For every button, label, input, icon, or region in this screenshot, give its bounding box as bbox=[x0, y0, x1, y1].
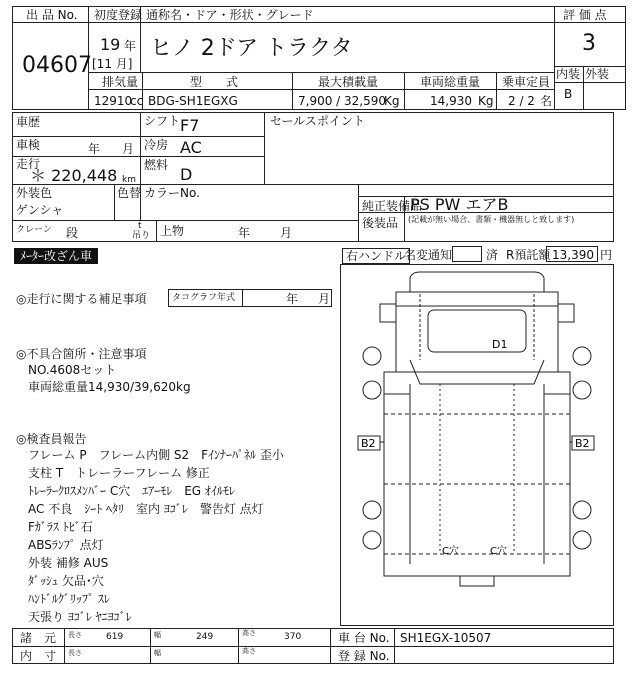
inspector-line: ﾀﾞｯｼｭ 欠品･穴 bbox=[28, 574, 104, 588]
meter-tamper-badge: ﾒｰﾀｰ改ざん車 bbox=[14, 248, 98, 264]
tachograph-year-unit: 年 bbox=[286, 292, 299, 306]
ext-color: ゲンシャ bbox=[16, 203, 64, 217]
mileage-unit: km bbox=[122, 175, 136, 185]
max-load-unit: Kg bbox=[384, 94, 400, 108]
capacity-label: 乗車定員 bbox=[502, 75, 551, 89]
inspection-month-unit: 月 bbox=[122, 142, 135, 156]
height-label: 高さ bbox=[242, 629, 256, 637]
displacement-unit: cc bbox=[130, 94, 144, 108]
capacity: 2 / 2 bbox=[508, 94, 535, 108]
overall-grade: 3 bbox=[582, 31, 596, 56]
color-change-label: 色替 bbox=[117, 186, 142, 200]
inspection-year-unit: 年 bbox=[88, 142, 101, 156]
crane-label: クレーン bbox=[16, 225, 52, 235]
mark-c-hole: C穴 bbox=[490, 546, 507, 557]
inspector-line: ﾊﾝﾄﾞﾙｸﾞﾘｯﾌﾟ ｽﾚ bbox=[28, 592, 110, 606]
first-reg-label: 初度登録 bbox=[94, 8, 143, 22]
car-name: ヒノ 2ドア トラクタ bbox=[150, 36, 353, 61]
lot-number: 04607 bbox=[22, 53, 92, 78]
shift: F7 bbox=[180, 116, 200, 135]
lot-label: 出 品 No. bbox=[26, 8, 78, 22]
tachograph-month-unit: 月 bbox=[318, 292, 331, 306]
defect-line: NO.4608セット bbox=[28, 363, 117, 377]
inspector-line: ABSﾗﾝﾌﾟ 点灯 bbox=[28, 538, 104, 552]
interior-length-label: 長さ bbox=[68, 649, 82, 657]
color-code-label: カラーNo. bbox=[144, 186, 200, 200]
inspection-label: 車検 bbox=[16, 138, 41, 152]
gross-weight-unit: Kg bbox=[478, 94, 494, 108]
reg-year-unit: 年 bbox=[124, 39, 137, 53]
mark-b2-left: B2 bbox=[361, 437, 376, 450]
shift-label: シフト bbox=[144, 114, 181, 128]
inspector-line: 天張り ﾖｺﾞﾚ ﾔﾆﾖｺﾞﾚ bbox=[28, 610, 132, 624]
yen-unit: 円 bbox=[600, 248, 613, 262]
inspector-line: 外装 補修 AUS bbox=[28, 556, 109, 570]
car-name-label: 通称名・ドア・形状・グレード bbox=[146, 8, 314, 22]
defects-label: ◎不具合箇所・注意事項 bbox=[16, 347, 147, 361]
displacement: 12910 bbox=[94, 94, 133, 108]
name-change-box bbox=[452, 246, 482, 262]
inspector-line: フレーム P フレーム内側 S2 Fｲﾝﾅｰﾊﾟﾈﾙ 歪小 bbox=[28, 448, 284, 462]
fuel-value: D bbox=[180, 165, 193, 184]
interior-height-label: 高さ bbox=[242, 647, 256, 655]
registration-label: 登 録 No. bbox=[338, 649, 390, 663]
right-hand-badge: 右ハンドル bbox=[342, 248, 410, 264]
displacement-label: 排気量 bbox=[102, 75, 139, 89]
length: 619 bbox=[106, 632, 124, 642]
recycle-fee-label: R預託額 bbox=[506, 248, 551, 262]
dims-label: 諸 元 bbox=[20, 631, 57, 645]
inspector-line: AC 不良 ｼｰﾄ ﾍﾀﾘ 室内 ﾖｺﾞﾚ 警告灯 点灯 bbox=[28, 502, 264, 516]
reg-month: [11 月] bbox=[92, 57, 133, 71]
exterior-label: 外装 bbox=[585, 67, 610, 81]
gross-weight-label: 車両総重量 bbox=[420, 75, 481, 89]
mileage-label: 走行 bbox=[16, 157, 41, 171]
vehicle-diagram bbox=[340, 264, 614, 626]
crane-step: 段 bbox=[66, 226, 79, 240]
ext-color-label: 外装色 bbox=[16, 186, 53, 200]
equipment-label: 純正装備品 bbox=[362, 199, 423, 213]
crane-hang: 吊り bbox=[132, 231, 151, 241]
history-label: 車歴 bbox=[16, 115, 41, 129]
mileage: ＊ 220,448 bbox=[30, 166, 118, 185]
equipment: PS PW エアB bbox=[410, 195, 509, 214]
interior-dims-label: 内 寸 bbox=[20, 649, 57, 663]
gross-weight: 14,930 bbox=[430, 94, 472, 108]
lift-year-unit: 年 bbox=[238, 226, 251, 240]
inspector-line: 支柱 T トレーラーフレーム 修正 bbox=[28, 466, 210, 480]
interior-width-label: 幅 bbox=[154, 649, 161, 657]
width-label: 幅 bbox=[154, 631, 161, 639]
fuel-label: 燃料 bbox=[144, 158, 169, 172]
mark-b2-right: B2 bbox=[575, 437, 590, 450]
aftermarket-label: 後装品 bbox=[362, 216, 399, 230]
recycle-status: 済 bbox=[486, 248, 499, 262]
lift-label: 上物 bbox=[160, 224, 185, 238]
tachograph-label: タコグラフ年式 bbox=[172, 293, 236, 303]
recycle-fee: 13,390 bbox=[552, 248, 594, 262]
interior-grade: B bbox=[564, 87, 573, 101]
length-label: 長さ bbox=[68, 631, 82, 639]
model-label: 型 式 bbox=[190, 75, 239, 89]
inspector-line: ﾄﾚｰﾗｰｸﾛｽﾒﾝﾊﾞｰ C穴 ｴｱｰﾓﾚ EG ｵｲﾙﾓﾚ bbox=[28, 484, 235, 498]
width: 249 bbox=[196, 632, 214, 642]
capacity-unit: 名 bbox=[540, 94, 553, 108]
inspector-label: ◎検査員報告 bbox=[16, 432, 87, 446]
sales-point-label: セールスポイント bbox=[270, 114, 365, 128]
grade-label: 評 価 点 bbox=[563, 8, 607, 22]
max-load: 7,900 / 32,590 bbox=[298, 94, 387, 108]
chassis-label: 車 台 No. bbox=[338, 631, 390, 645]
ac-value: AC bbox=[180, 138, 202, 157]
aftermarket-note: (記載が無い場合、書類・機器無しと致します) bbox=[408, 215, 575, 224]
name-change-label: 名変通知 bbox=[404, 248, 453, 262]
defect-line: 車両総重量14,930/39,620kg bbox=[28, 380, 191, 394]
interior-label: 内装 bbox=[556, 67, 581, 81]
model-code: BDG-SH1EGXG bbox=[148, 94, 238, 108]
max-load-label: 最大積載量 bbox=[318, 75, 379, 89]
crane-ton: t bbox=[138, 221, 142, 231]
inspector-line: Fｶﾞﾗｽ ﾄﾋﾞ石 bbox=[28, 520, 93, 534]
driving-notes-label: ◎走行に関する補足事項 bbox=[16, 292, 147, 306]
mark-d1: D1 bbox=[492, 338, 508, 351]
reg-year: 19 bbox=[100, 35, 121, 54]
lift-month-unit: 月 bbox=[280, 226, 293, 240]
height: 370 bbox=[284, 632, 302, 642]
ac-label: 冷房 bbox=[144, 138, 169, 152]
mark-c-hole: C穴 bbox=[442, 546, 459, 557]
chassis-number: SH1EGX-10507 bbox=[400, 631, 492, 645]
